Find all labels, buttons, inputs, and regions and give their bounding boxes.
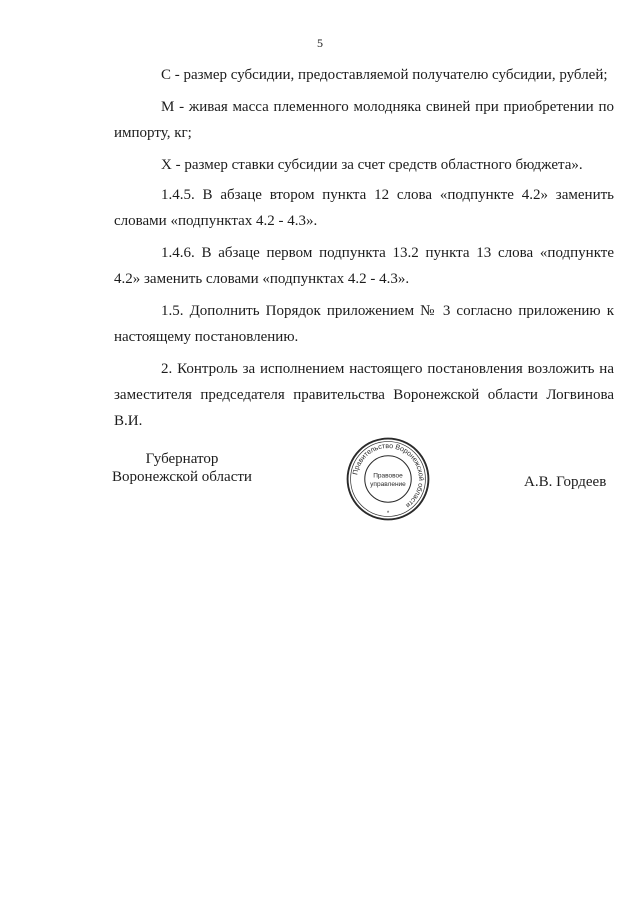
paragraph-formula-x: Х - размер ставки субсидии за счет средств областного бюджета». xyxy=(161,157,583,173)
paragraph-formula-m: М - живая масса племенного молодняка свиней при приобретении по импорту, кг; xyxy=(114,99,614,141)
signatory-name: А.В. Гордеев xyxy=(524,474,607,490)
document-body xyxy=(114,62,614,434)
paragraph-1-5: 1.5. Дополнить Порядок приложением № 3 согласно приложению к настоящему постановлению. xyxy=(114,303,614,345)
seal-inner-line1: Правовое xyxy=(373,472,403,480)
signature-block xyxy=(0,443,640,530)
paragraph-1-4-5: 1.4.5. В абзаце втором пункта 12 слова «подпункте 4.2» заменить словами «подпунктах 4.2 - 4.3». xyxy=(114,187,614,229)
signatory-title-line2: Воронежской области xyxy=(112,469,252,485)
paragraph-formula-c: С - размер субсидии, предоставляемой получателю субсидии, рублей; xyxy=(161,67,608,83)
seal-inner-line2: управление xyxy=(370,480,406,488)
seal-outer-text: Правительство Воронежской области xyxy=(352,443,424,509)
page-number: 5 xyxy=(317,36,323,50)
signatory-title xyxy=(108,450,256,486)
official-seal xyxy=(345,436,431,522)
paragraph-2: 2. Контроль за исполнением настоящего постановления возложить на заместителя председателя правительства Воронежской области Логвинова В.И. xyxy=(114,361,614,429)
signatory-title-line1: Губернатор xyxy=(145,451,219,467)
paragraph-1-4-6: 1.4.6. В абзаце первом подпункта 13.2 пункта 13 слова «подпункте 4.2» заменить словами «подпунктах 4.2 - 4.3». xyxy=(114,245,614,287)
seal-star: * xyxy=(386,511,390,518)
